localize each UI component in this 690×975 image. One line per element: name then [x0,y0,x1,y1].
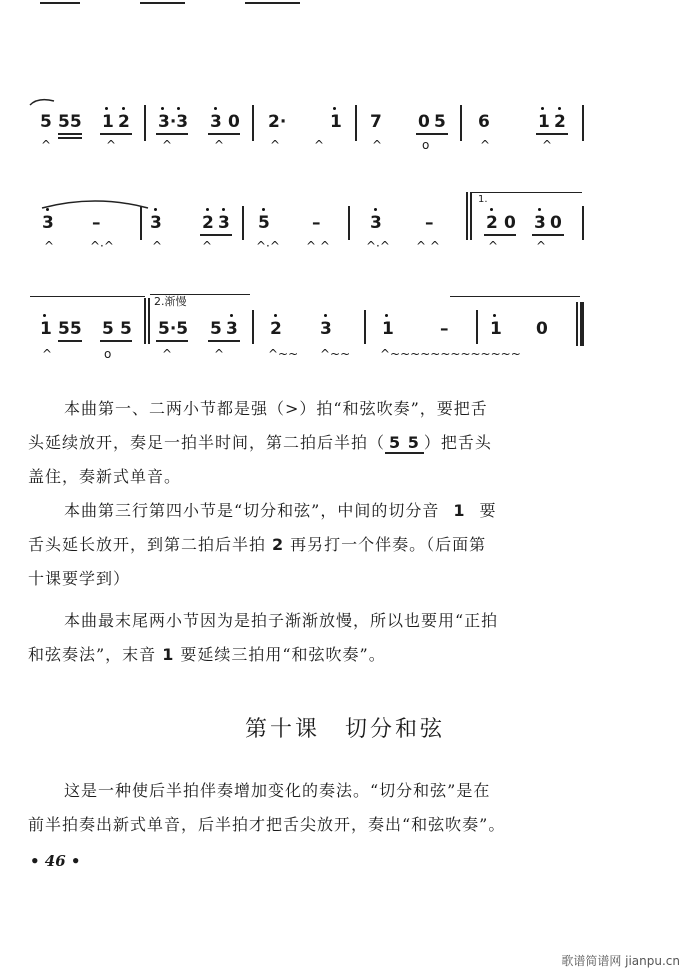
volta-2-label: 2.渐慢 [154,295,187,308]
text-segment: ）把舌头 [423,433,492,452]
page-number: • 46 • [30,852,81,870]
note: – [425,213,434,233]
top-rule-3 [245,2,300,4]
dot [122,107,125,110]
dot [230,314,233,317]
watermark: 歌谱简谱网 jianpu.cn [561,954,680,968]
accent-mark: ^·^ [90,239,114,253]
barline [476,310,478,344]
barline [355,105,357,141]
accent-mark: ^ [202,239,213,253]
underline [156,133,188,135]
dot [538,208,541,211]
dot [43,314,46,317]
double-barline [470,192,472,240]
note: 3 [370,213,382,233]
note: 2· [268,112,287,132]
dot [333,107,336,110]
note: 3 [320,319,332,339]
note: 5 [434,112,446,132]
paragraph-2 [28,494,593,596]
accent-mark: ^ ^ [306,239,330,253]
note: 1 [40,319,52,339]
accent-mark: ^ [162,138,173,152]
note: 5 [258,213,270,233]
dot [222,208,225,211]
text-segment: 要 [479,501,497,520]
dot [214,107,217,110]
tie-line [450,296,580,297]
accent-mark: ^ [214,347,225,361]
note: 3 [218,213,230,233]
note: 3 [534,213,546,233]
note: 3 [150,213,162,233]
score-row-1 [30,95,590,155]
barline [144,105,146,141]
note: 2 [202,213,214,233]
underline [58,137,82,139]
double-barline [144,298,146,344]
note: 5·5 [158,319,189,339]
lesson-heading: 第十课 切分和弦 [244,717,445,742]
note: 3 [226,319,238,339]
dot [177,107,180,110]
dot [374,208,377,211]
accent-mark: ^ [41,138,52,152]
note: 3·3 [158,112,189,132]
barline [252,310,254,344]
note: 0 [536,319,548,339]
accent-mark: ^ [152,239,163,253]
barline [252,105,254,141]
dot [274,314,277,317]
underline [532,234,564,236]
barline [582,105,584,141]
accent-mark: ^·^ [366,239,390,253]
underline [58,133,82,135]
tie-line [30,296,145,297]
final-barline-thick [580,302,584,346]
dot [541,107,544,110]
inline-notation: 1 [162,645,175,664]
underline [156,340,188,342]
accent-mark: ^ [106,138,117,152]
accent-mark: ^·^ [256,239,280,253]
accent-mark: ^ [372,138,383,152]
text-segment: 本曲第三行第四小节是“切分和弦”，中间的切分音 [64,501,440,520]
text-line: 本曲第一、二两小节都是强（>）拍“和弦吹奏”，要把舌 [64,399,488,418]
text-line: 这是一种使后半拍伴奏增加变化的奏法。“切分和弦”是在 [64,781,491,800]
dot [154,208,157,211]
underline [100,340,132,342]
text-line [28,528,593,562]
note: 0 [550,213,562,233]
barline [348,206,350,240]
note: 0 [504,213,516,233]
tie-arc-left [28,95,58,107]
dot [385,314,388,317]
score-row-3 [30,290,590,361]
dot [262,208,265,211]
note: – [440,319,449,339]
text-line [28,638,593,672]
note: 55 [58,319,82,339]
note: 5 [210,319,222,339]
note: 3 [42,213,54,233]
dot [490,208,493,211]
underline [100,133,132,135]
note: 2 [118,112,130,132]
dot [105,107,108,110]
underline [536,133,568,135]
barline [242,206,244,240]
accent-mark: ^ [270,138,281,152]
accent-mark: ^ [314,138,325,152]
paragraph-3 [28,604,593,672]
note: 7 [370,112,382,132]
double-barline [466,192,468,240]
double-barline [148,298,150,344]
top-rule-1 [40,2,80,4]
accent-mark: ^ [536,239,547,253]
underline [416,133,448,135]
dot [324,314,327,317]
accent-mark: ^~~ [268,347,299,361]
text-line: 十课要学到） [28,569,131,588]
text-segment: 舌头延长放开，到第二拍后半拍 [28,535,267,554]
text-line: 本曲最末尾两小节因为是拍子渐渐放慢，所以也要用“正拍 [64,611,499,630]
note: 2 [554,112,566,132]
note: 0 [228,112,240,132]
barline [140,206,142,240]
text-segment: 头延续放开，奏足一拍半时间，第二拍后半拍（ [28,433,386,452]
accent-mark: ^ [542,138,553,152]
accent-mark: ^ [162,347,173,361]
note: 6 [478,112,490,132]
lesson-paragraph [28,774,593,842]
accent-mark: ^ [480,138,491,152]
tie-arc [40,194,150,210]
final-barline-thin [576,302,578,346]
text-line [28,426,593,460]
text-segment: 再另打一个伴奏。（后面第 [290,535,487,554]
note: – [312,213,321,233]
text-line [28,494,593,528]
circle-mark: o [104,347,112,361]
note: 55 [58,112,82,132]
note: 1 [382,319,394,339]
note: – [92,213,101,233]
accent-mark: ^ ^ [416,239,440,253]
underline [208,133,240,135]
dot [206,208,209,211]
note: 2 [270,319,282,339]
underline [200,234,232,236]
barline [582,206,584,240]
text-line: 盖住，奏新式单音。 [28,467,182,486]
underline [208,340,240,342]
text-segment: 和弦奏法”，末音 [28,645,157,664]
dot [558,107,561,110]
top-rule-2 [140,2,185,4]
underline [58,340,82,342]
accent-mark: ^ [488,239,499,253]
inline-notation: 5 5 [385,433,424,454]
accent-mark: ^ [44,239,55,253]
paragraph-1 [28,392,593,494]
inline-notation: 2 [272,535,285,554]
dot [493,314,496,317]
accent-mark: ^ [214,138,225,152]
note: 5 [40,112,52,132]
accent-mark: ^~~ [320,347,351,361]
score-row-2 [30,188,590,253]
barline [460,105,462,141]
circle-mark: o [422,138,430,152]
note: 1 [490,319,502,339]
note: 2 [486,213,498,233]
accent-mark: ^~~~~~~~~~~~~~ [380,347,521,361]
underline [484,234,516,236]
accent-mark: ^ [42,347,53,361]
note: 1 [102,112,114,132]
dot [161,107,164,110]
note: 5 [120,319,132,339]
text-segment: 要延续三拍用“和弦吹奏”。 [180,645,386,664]
note: 5 [102,319,114,339]
text-line: 前半拍奏出新式单音，后半拍才把舌尖放开，奏出“和弦吹奏”。 [28,815,506,834]
note: 1 [538,112,550,132]
inline-notation: 1 [453,501,466,520]
note: 1 [330,112,342,132]
volta-1-label: 1. [478,194,488,205]
volta-bracket [472,192,582,193]
note: 0 [418,112,430,132]
dot [46,208,49,211]
note: 3 [210,112,222,132]
barline [364,310,366,344]
